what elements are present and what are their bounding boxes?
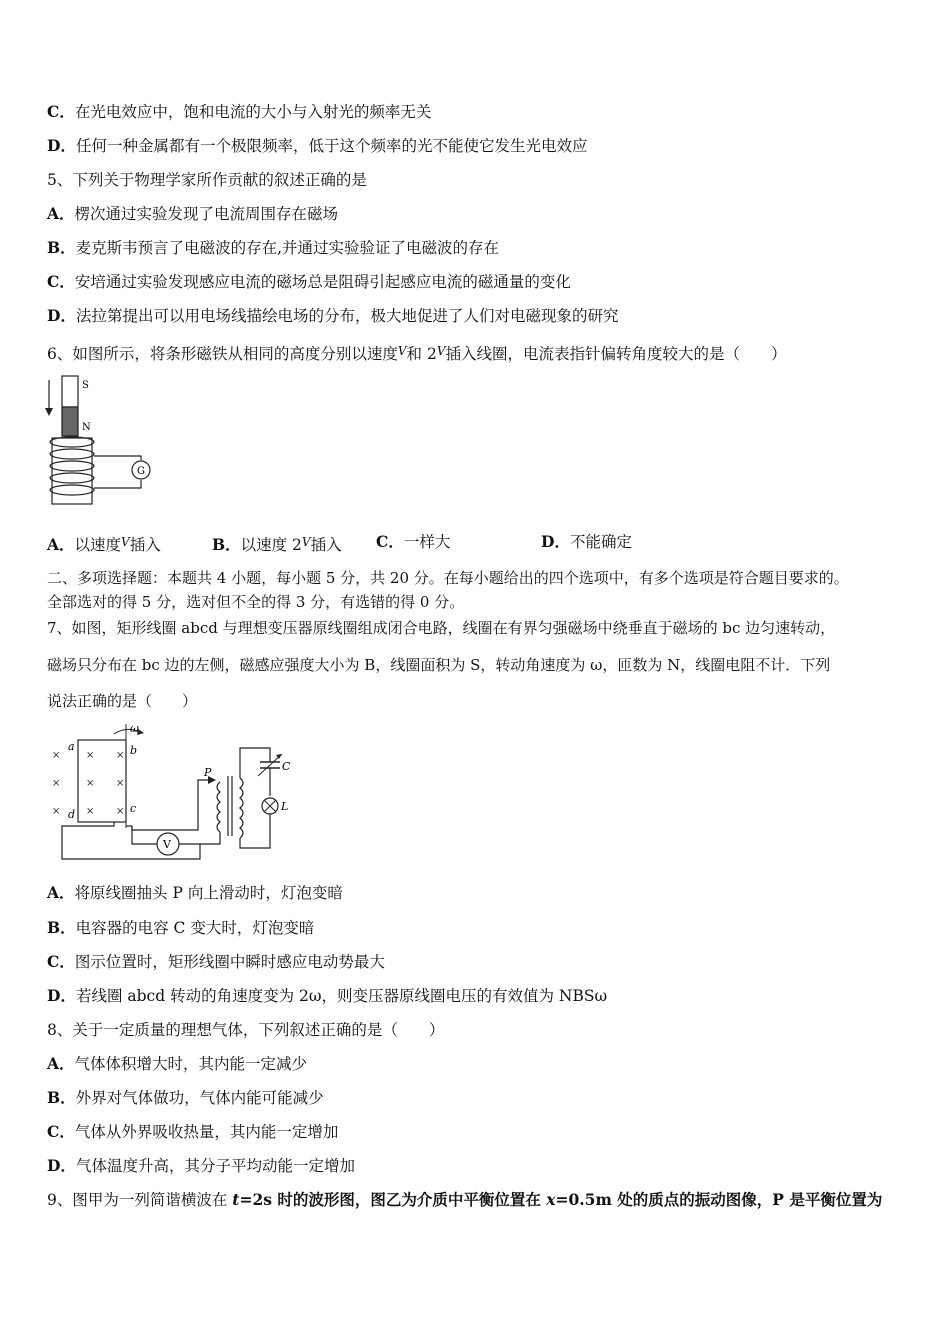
- vertex-d: d: [68, 808, 76, 821]
- q8-stem: 8、关于一定质量的理想气体，下列叙述正确的是（ ）: [47, 1021, 445, 1039]
- q8-option-d: [47, 1156, 355, 1176]
- time-symbol: t: [232, 1190, 240, 1209]
- option-text: 气体从外界吸收热量，其内能一定增加: [74, 1123, 339, 1141]
- omega-label: ω: [130, 722, 139, 735]
- q6-option-d: [541, 532, 632, 552]
- option-label: C．: [47, 1122, 75, 1141]
- stem-part: 和 2: [406, 345, 437, 363]
- section-heading: 二、多项选择题：本题共 4 小题，每小题 5 分，共 20 分。在每小题给出的四个选项中，有多个选项是符合题目要求的。: [47, 569, 849, 587]
- q6-stem: [47, 341, 787, 364]
- galvanometer-label: G: [137, 466, 145, 477]
- q7-stem-line-1: 7、如图，矩形线圈 abcd 与理想变压器原线圈组成闭合电路，线圈在有界匀强磁场中绕垂直于磁场的 bc 边匀速转动，: [47, 619, 836, 637]
- voltmeter-label: V: [163, 838, 171, 851]
- vertex-c: c: [130, 802, 137, 815]
- q8-option-a: [47, 1054, 307, 1074]
- q7-option-c: [47, 952, 385, 972]
- q4-option-c: [47, 102, 431, 122]
- magnet-coil-figure: [40, 372, 160, 508]
- vertex-b: b: [130, 744, 138, 757]
- q6-option-a: [47, 532, 161, 555]
- stem-part: 插入线圈，电流表指针偏转角度较大的是（ ）: [445, 345, 787, 363]
- option-label: B．: [212, 535, 241, 554]
- option-text: 图示位置时，矩形线圈中瞬时感应电动势最大: [74, 953, 385, 971]
- transformer-circuit-figure: [48, 722, 298, 862]
- option-text: 若线圈 abcd 转动的角速度变为 2ω，则变压器原线圈电压的有效值为 NBSω: [75, 987, 608, 1005]
- stem-part: 9、图甲为一列简谐横波在: [47, 1191, 233, 1209]
- option-text: 插入: [310, 536, 342, 554]
- option-text: 外界对气体做功，气体内能可能减少: [75, 1089, 324, 1107]
- option-label: A．: [47, 535, 75, 554]
- option-label: C．: [47, 102, 75, 121]
- q6-option-c: [376, 532, 450, 552]
- q5-stem: 5、下列关于物理学家所作贡献的叙述正确的是: [47, 171, 367, 189]
- field-cross: ×: [52, 806, 61, 817]
- option-text: 麦克斯韦预言了电磁波的存在,并通过实验验证了电磁波的存在: [75, 239, 500, 257]
- q7-option-a: [47, 883, 343, 903]
- option-text: 以速度: [74, 536, 122, 554]
- option-text: 插入: [129, 536, 161, 554]
- capacitor-label: C: [282, 760, 291, 773]
- option-label: B．: [47, 238, 76, 257]
- option-text: 法拉第提出可以用电场线描绘电场的分布，极大地促进了人们对电磁现象的研究: [75, 307, 619, 325]
- field-cross: ×: [86, 806, 95, 817]
- south-pole-label: S: [82, 380, 89, 391]
- field-cross: ×: [86, 750, 95, 761]
- q7-option-d: [47, 986, 607, 1006]
- tap-p-label: P: [204, 766, 212, 779]
- q5-option-d: [47, 306, 618, 326]
- option-text: 一样大: [403, 533, 451, 551]
- option-label: B．: [47, 918, 76, 937]
- stem-part: =2s 时的波形图，图乙为介质中平衡位置在: [239, 1190, 547, 1209]
- option-text: 将原线圈抽头 P 向上滑动时，灯泡变暗: [74, 884, 343, 902]
- q9-stem: [47, 1190, 882, 1210]
- stem-part: =0.5m 处的质点的振动图像，P 是平衡位置为: [555, 1190, 883, 1209]
- q7-stem-line-3: 说法正确的是（ ）: [47, 692, 198, 710]
- option-label: C．: [47, 272, 75, 291]
- option-label: D．: [541, 532, 570, 551]
- field-cross: ×: [116, 750, 125, 761]
- field-cross: ×: [86, 778, 95, 789]
- option-label: A．: [47, 883, 75, 902]
- option-label: D．: [47, 1156, 76, 1175]
- option-label: B．: [47, 1088, 76, 1107]
- velocity-symbol: V: [397, 344, 407, 358]
- section-instructions: 全部选对的得 5 分，选对但不全的得 3 分，有选错的得 0 分。: [47, 593, 465, 611]
- position-symbol: x: [546, 1190, 556, 1209]
- q7-option-b: [47, 918, 314, 938]
- option-label: C．: [376, 532, 404, 551]
- option-text: 在光电效应中，饱和电流的大小与入射光的频率无关: [74, 103, 432, 121]
- velocity-symbol: V: [301, 535, 311, 549]
- option-text: 气体体积增大时，其内能一定减少: [74, 1055, 308, 1073]
- q5-option-a: [47, 204, 338, 224]
- q5-option-c: [47, 272, 571, 292]
- lamp-label: L: [281, 800, 289, 813]
- option-label: D．: [47, 136, 76, 155]
- option-text: 安培通过实验发现感应电流的磁场总是阻碍引起感应电流的磁通量的变化: [74, 273, 571, 291]
- option-label: A．: [47, 1054, 75, 1073]
- field-cross: ×: [116, 778, 125, 789]
- field-cross: ×: [52, 778, 61, 789]
- option-label: A．: [47, 204, 75, 223]
- velocity-symbol: V: [121, 535, 130, 549]
- option-text: 任何一种金属都有一个极限频率，低于这个频率的光不能使它发生光电效应: [75, 137, 588, 155]
- q7-stem-line-2: 磁场只分布在 bc 边的左侧，磁感应强度大小为 B，线圈面积为 S，转动角速度为 ω，匝数为 N，线圈电阻不计．下列: [47, 656, 831, 674]
- option-text: 电容器的电容 C 变大时，灯泡变暗: [75, 919, 315, 937]
- stem-part: 6、如图所示，将条形磁铁从相同的高度分别以速度: [47, 345, 398, 363]
- north-pole-label: N: [82, 422, 91, 433]
- field-cross: ×: [116, 806, 125, 817]
- option-text: 以速度 2: [240, 536, 302, 554]
- field-cross: ×: [52, 750, 61, 761]
- option-label: C．: [47, 952, 75, 971]
- q5-option-b: [47, 238, 499, 258]
- q8-option-c: [47, 1122, 338, 1142]
- q4-option-d: [47, 136, 587, 156]
- option-label: D．: [47, 306, 76, 325]
- q6-option-b: [212, 532, 342, 555]
- option-text: 气体温度升高，其分子平均动能一定增加: [75, 1157, 355, 1175]
- option-text: 楞次通过实验发现了电流周围存在磁场: [74, 205, 339, 223]
- option-label: D．: [47, 986, 76, 1005]
- velocity-symbol: V: [436, 344, 446, 358]
- q8-option-b: [47, 1088, 324, 1108]
- vertex-a: a: [68, 740, 75, 753]
- option-text: 不能确定: [569, 533, 632, 551]
